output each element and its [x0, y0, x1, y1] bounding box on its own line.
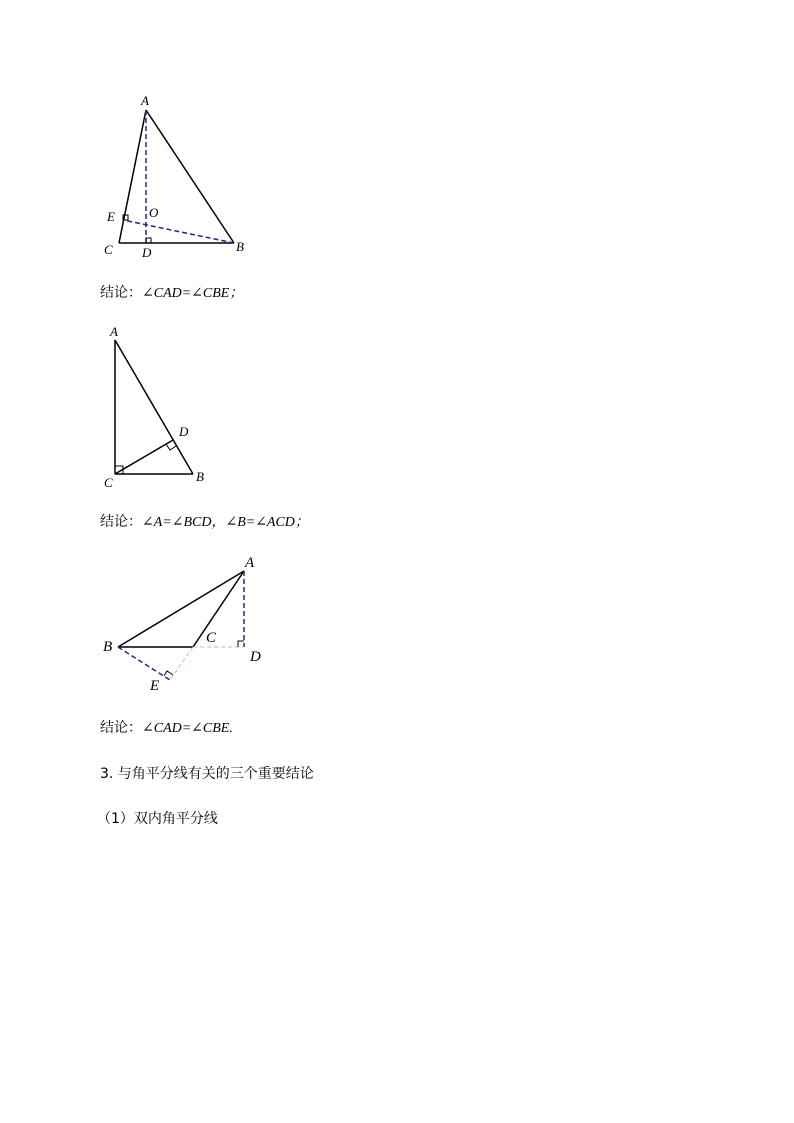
conclusion-2-expr: ∠A=∠BCD，∠B=∠ACD； [142, 515, 309, 530]
conclusion-3-expr: ∠CAD=∠CBE. [142, 721, 233, 736]
label-a: A [141, 93, 149, 108]
label-d: D [179, 424, 189, 439]
label-b: B [196, 469, 204, 484]
label-o: O [149, 205, 159, 220]
label-d: D [142, 245, 152, 260]
label-c: C [104, 242, 113, 257]
conclusion-1-expr: ∠CAD=∠CBE； [142, 286, 244, 301]
label-d: D [250, 649, 261, 665]
section-3-heading: 3. 与角平分线有关的三个重要结论 [100, 766, 314, 782]
right-angle-mark-e [164, 671, 173, 676]
conclusion-2-prefix: 结论： [100, 514, 142, 530]
right-angle-mark-d [166, 444, 176, 450]
label-e: E [107, 209, 115, 224]
figure-1-acute-triangle-altitudes [95, 90, 265, 265]
conclusion-3-prefix: 结论： [100, 720, 142, 736]
extension-ce [170, 647, 193, 680]
conclusion-1-prefix: 结论： [100, 285, 142, 301]
side-ca [193, 571, 244, 647]
conclusion-3 [100, 719, 233, 738]
altitude-cd [115, 440, 173, 474]
label-c: C [206, 630, 217, 646]
side-ba [118, 571, 244, 647]
conclusion-1 [100, 284, 243, 303]
altitude-be [123, 220, 234, 243]
conclusion-2 [100, 513, 309, 532]
label-b: B [236, 239, 244, 254]
side-ab [115, 340, 193, 474]
right-angle-mark-d [238, 641, 244, 647]
label-b: B [103, 639, 113, 655]
side-ab [146, 110, 234, 243]
label-a: A [245, 555, 255, 571]
side-ca [119, 110, 146, 243]
altitude-be [118, 647, 170, 680]
label-c: C [104, 475, 113, 490]
figure-2-right-triangle-altitude [95, 322, 220, 492]
subsection-1-heading: （1）双内角平分线 [97, 811, 218, 827]
label-e: E [150, 678, 160, 694]
figure-3-obtuse-triangle-altitudes [95, 550, 275, 700]
label-a: A [110, 324, 118, 339]
